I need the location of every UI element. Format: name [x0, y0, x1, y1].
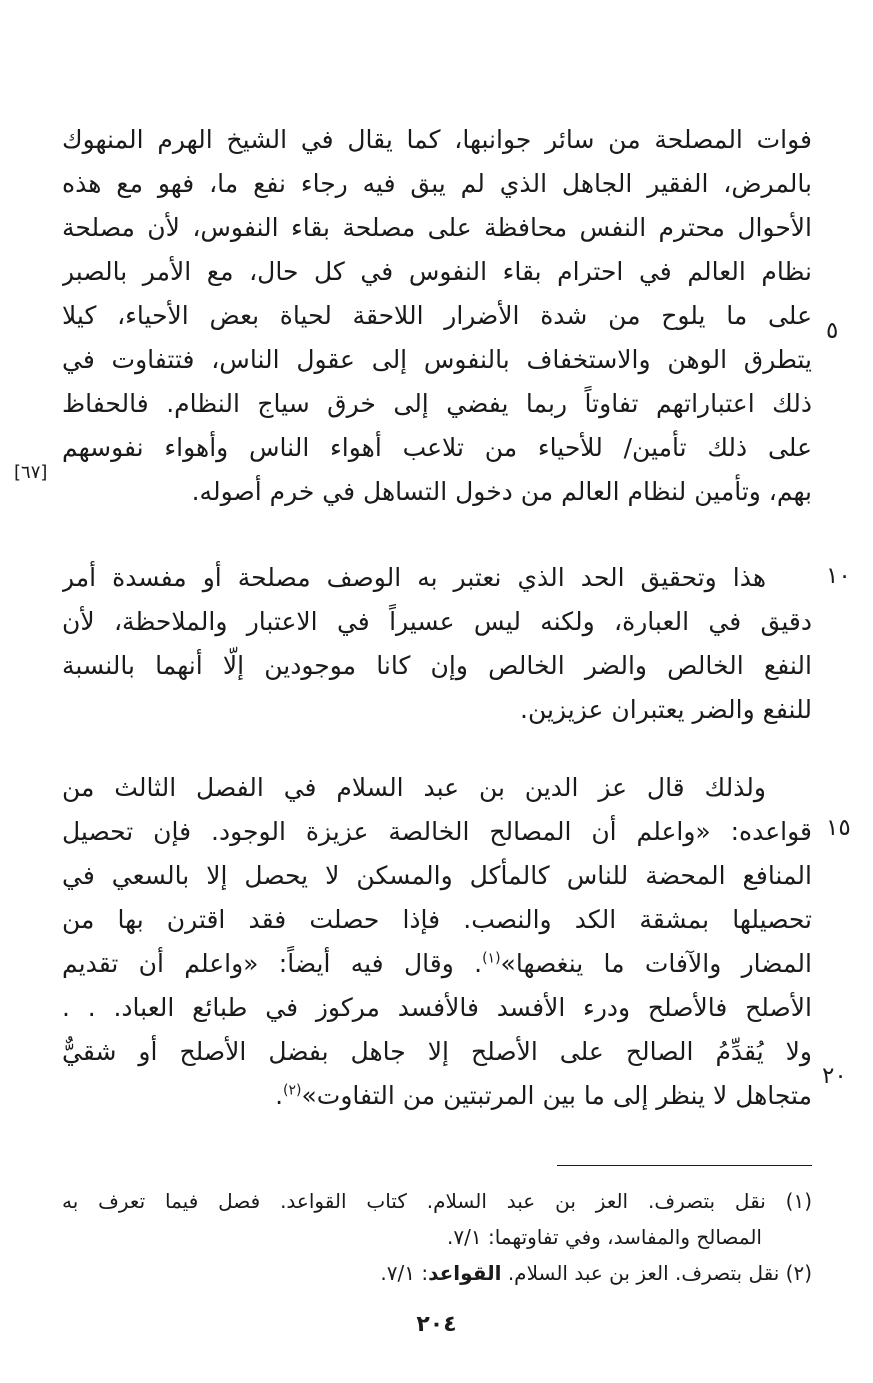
text-line-with-footnote-ref	[62, 1074, 812, 1118]
text-segment: .	[275, 1081, 284, 1110]
text-line: ذلك اعتباراتهم تفاوتاً ربما يفضي إلى خرق سياج النظام. فالحفاظ	[62, 389, 812, 418]
text-line-with-footnote-ref	[62, 942, 812, 986]
text-line: على ما يلوح من شدة الأضرار اللاحقة لحياة بعض الأحياء، كيلا	[62, 301, 812, 330]
text-line: ولا يُقدِّمُ الصالح على الأصلح إلا جاهل بفضل الأصلح أو شقيٌّ	[62, 1037, 812, 1066]
footnote-1: (١) نقل بتصرف. العز بن عبد السلام. كتاب القواعد. فصل فيما تعرف به	[62, 1189, 812, 1213]
text-segment: المضار والآفات ما ينغصها»	[500, 949, 812, 978]
text-line: للنفع والضر يعتبران عزيزين.	[520, 695, 812, 724]
footnote-text: (٢) نقل بتصرف. العز بن عبد السلام.	[501, 1261, 812, 1285]
text-line: هذا وتحقيق الحد الذي نعتبر به الوصف مصلحة أو مفسدة أمر	[62, 563, 766, 592]
footnote-ref-2[interactable]: (٢)	[283, 1082, 302, 1099]
text-line: ولذلك قال عز الدين بن عبد السلام في الفصل الثالث من	[62, 773, 766, 802]
paragraph-1	[62, 118, 812, 514]
text-line: الأحوال محترم النفس محافظة على مصلحة بقاء النفوس، لأن مصلحة	[62, 213, 812, 242]
text-line: الأصلح فالأصلح ودرء الأفسد فالأفسد مركوز في طبائع العباد. . .	[62, 993, 812, 1022]
text-line: دقيق في العبارة، ولكنه ليس عسيراً في الاعتبار والملاحظة، لأن	[62, 607, 812, 636]
paragraph-2	[62, 556, 812, 732]
text-line: بهم، وتأمين لنظام العالم من دخول التساهل في خرم أصوله.	[191, 477, 812, 506]
line-number-15: ١٥	[826, 815, 851, 841]
text-line: قواعده: «واعلم أن المصالح الخالصة عزيزة الوجود. فإن تحصيل	[62, 817, 812, 846]
original-page-reference: [٦٧]	[14, 462, 48, 483]
text-line: المنافع المحضة للناس كالمأكل والمسكن لا يحصل إلا بالسعي في	[62, 861, 812, 890]
footnote-separator	[557, 1165, 812, 1166]
text-line: تحصيلها بمشقة الكد والنصب. فإذا حصلت فقد اقترن بها من	[62, 905, 812, 934]
text-line: بالمرض، الفقير الجاهل الذي لم يبق فيه رجاء نفع ما، فهو مع هذه	[62, 169, 812, 198]
paragraph-3	[62, 766, 812, 1118]
footnotes	[62, 1183, 812, 1291]
text-line: على ذلك تأمين/ للأحياء من تلاعب أهواء الناس وأهواء نفوسهم	[62, 433, 812, 462]
text-line: نظام العالم في احترام بقاء النفوس في كل حال، مع الأمر بالصبر	[62, 257, 812, 286]
text-segment: متجاهل لا ينظر إلى ما بين المرتبتين من التفاوت»	[301, 1081, 812, 1110]
text-segment: . وقال فيه أيضاً: «واعلم أن تقديم	[62, 949, 483, 978]
line-number-20: ٢٠	[822, 1063, 847, 1089]
page-number: ٢٠٤	[416, 1312, 457, 1337]
text-line: يتطرق الوهن والاستخفاف بالنفوس إلى عقول الناس، فتتفاوت في	[62, 345, 812, 374]
footnote-1-continuation: المصالح والمفاسد، وفي تفاوتهما: ٧/١.	[447, 1225, 762, 1249]
footnote-2	[62, 1255, 812, 1291]
footnote-text: : ٧/١.	[380, 1261, 429, 1285]
line-number-5: ٥	[826, 318, 839, 344]
book-title: القواعد	[428, 1261, 502, 1285]
line-number-10: ١٠	[826, 563, 851, 589]
text-line: فوات المصلحة من سائر جوانبها، كما يقال في الشيخ الهرم المنهوك	[62, 125, 812, 154]
footnote-ref-1[interactable]: (١)	[482, 950, 501, 967]
text-line: النفع الخالص والضر الخالص وإن كانا موجودين إلّا أنهما بالنسبة	[62, 651, 812, 680]
